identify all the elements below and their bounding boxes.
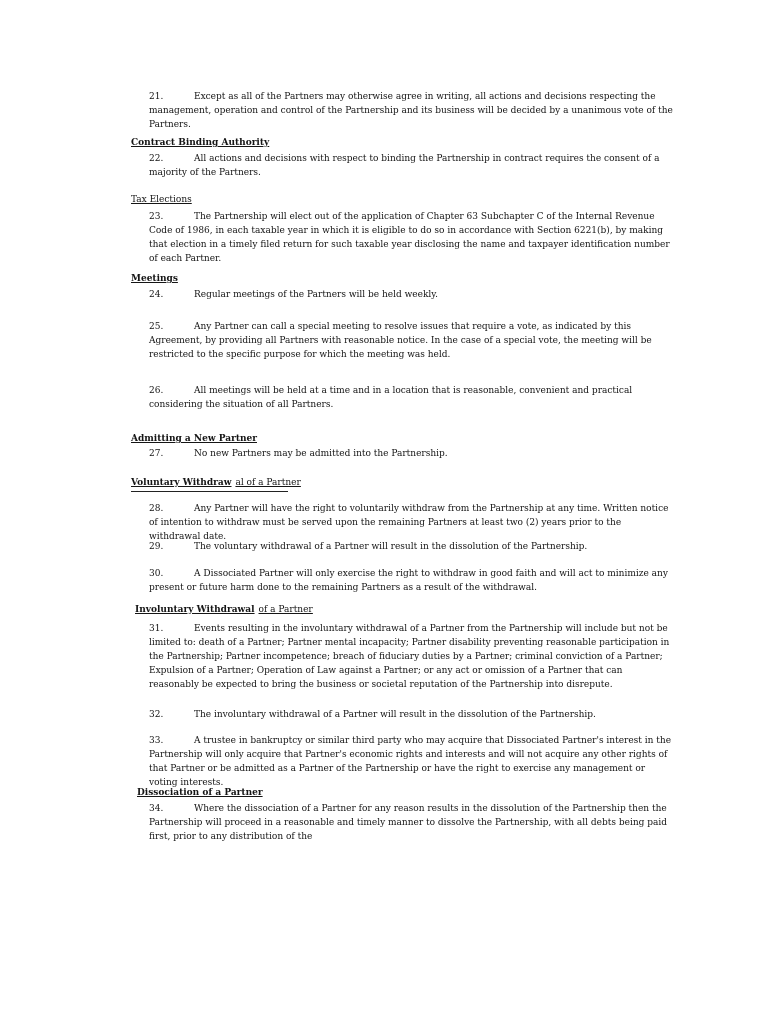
- divider: [131, 491, 288, 492]
- heading-involuntary-withdrawal: [135, 604, 313, 618]
- paragraph-number: 27.: [149, 449, 164, 459]
- paragraph-number: 23.: [149, 212, 164, 222]
- paragraph-text: The Partnership will elect out of the application of Chapter 63 Subchapter C of the Internal Revenue Code of 1986, in each taxable year in which it is eligible to do so in accordance with Section 6221(b), by making that election in a timely filed return for such taxable year disclosing the name and taxpayer identification number of each Partner.: [149, 212, 670, 264]
- paragraph-text: Any Partner can call a special meeting to resolve issues that require a vote, as indicated by this Agreement, by providing all Partners with reasonable notice. In the case of a special vote, the meeting will be restricted to the specific purpose for which the meeting was held.: [149, 322, 652, 360]
- paragraph-text: Where the dissociation of a Partner for any reason results in the dissolution of the Partnership then the Partnership will proceed in a reasonable and timely manner to dissolve the Partnership, with all debts being paid first, prior to any distribution of the: [149, 804, 668, 842]
- paragraph-21: [149, 91, 674, 133]
- paragraph-24: [149, 289, 674, 303]
- paragraph-34: [149, 803, 674, 845]
- paragraph-text: Events resulting in the involuntary withdrawal of a Partner from the Partnership will include but not be limited to: death of a Partner; Partner mental incapacity; Partner disability preventing reasonable participation in the Partnership; Partner incompetence; breach of fiduciary duties by a Partner; criminal conviction of a Partner; Expulsion of a Partner; Operation of Law against a Partner; or any act or omission of a Partner that can reasonably be expected to bring the business or societal reputation of the Partnership into disrepute.: [149, 624, 670, 690]
- paragraph-number: 24.: [149, 290, 164, 300]
- paragraph-text: The involuntary withdrawal of a Partner will result in the dissolution of the Partnership.: [194, 710, 596, 720]
- paragraph-text: No new Partners may be admitted into the Partnership.: [194, 449, 448, 459]
- paragraph-text: All meetings will be held at a time and in a location that is reasonable, convenient and practical considering the situation of all Partners.: [149, 386, 633, 410]
- heading-part: Involuntary Withdrawal: [135, 605, 255, 615]
- paragraph-31: [149, 623, 674, 693]
- heading-part: Voluntary Withdraw: [131, 478, 232, 488]
- paragraph-33: [149, 735, 674, 791]
- paragraph-text: All actions and decisions with respect to binding the Partnership in contract requires the consent of a majority of the Partners.: [149, 154, 660, 178]
- paragraph-23: [149, 211, 674, 267]
- heading-part: al of a Partner: [235, 478, 301, 488]
- paragraph-text: The voluntary withdrawal of a Partner will result in the dissolution of the Partnership.: [194, 542, 588, 552]
- heading-voluntary-withdrawal: [131, 477, 301, 491]
- paragraph-30: [149, 568, 674, 596]
- heading-dissociation-of-partner: Dissociation of a Partner: [137, 788, 263, 798]
- paragraph-text: A trustee in bankruptcy or similar third party who may acquire that Dissociated Partner's interest in the Partnership will only acquire that Partner's economic rights and interests and will not acquire any other rights of that Partner or be admitted as a Partner of the Partnership or have the right to exercise any management or voting interests.: [149, 736, 672, 788]
- heading-tax-elections: Tax Elections: [131, 195, 192, 205]
- paragraph-number: 32.: [149, 710, 164, 720]
- paragraph-26: [149, 385, 674, 413]
- heading-meetings: Meetings: [131, 274, 178, 284]
- paragraph-number: 33.: [149, 736, 164, 746]
- paragraph-number: 28.: [149, 504, 164, 514]
- paragraph-number: 29.: [149, 542, 164, 552]
- paragraph-number: 22.: [149, 154, 164, 164]
- paragraph-number: 26.: [149, 386, 164, 396]
- paragraph-text: Except as all of the Partners may otherwise agree in writing, all actions and decisions respecting the management, operation and control of the Partnership and its business will be decided by a unanimous vote of the Partners.: [149, 92, 673, 130]
- paragraph-number: 30.: [149, 569, 164, 579]
- heading-contract-binding-authority: Contract Binding Authority: [131, 138, 270, 148]
- paragraph-22: [149, 153, 674, 181]
- paragraph-number: 31.: [149, 624, 164, 634]
- paragraph-text: Regular meetings of the Partners will be held weekly.: [194, 290, 439, 300]
- paragraph-29: [149, 541, 674, 555]
- paragraph-number: 21.: [149, 92, 164, 102]
- paragraph-32: [149, 709, 674, 723]
- heading-part: of a Partner: [258, 605, 313, 615]
- paragraph-27: [149, 448, 674, 462]
- paragraph-text: A Dissociated Partner will only exercise the right to withdraw in good faith and will act to minimize any present or future harm done to the remaining Partners as a result of the withdrawal.: [149, 569, 668, 593]
- paragraph-25: [149, 321, 674, 363]
- paragraph-number: 34.: [149, 804, 164, 814]
- paragraph-28: [149, 503, 674, 545]
- paragraph-text: Any Partner will have the right to voluntarily withdraw from the Partnership at any time. Written notice of intention to withdraw must be served upon the remaining Partners at least two (2) years prior to the withdrawal date.: [149, 504, 669, 542]
- heading-admitting-new-partner: Admitting a New Partner: [131, 434, 257, 444]
- paragraph-number: 25.: [149, 322, 164, 332]
